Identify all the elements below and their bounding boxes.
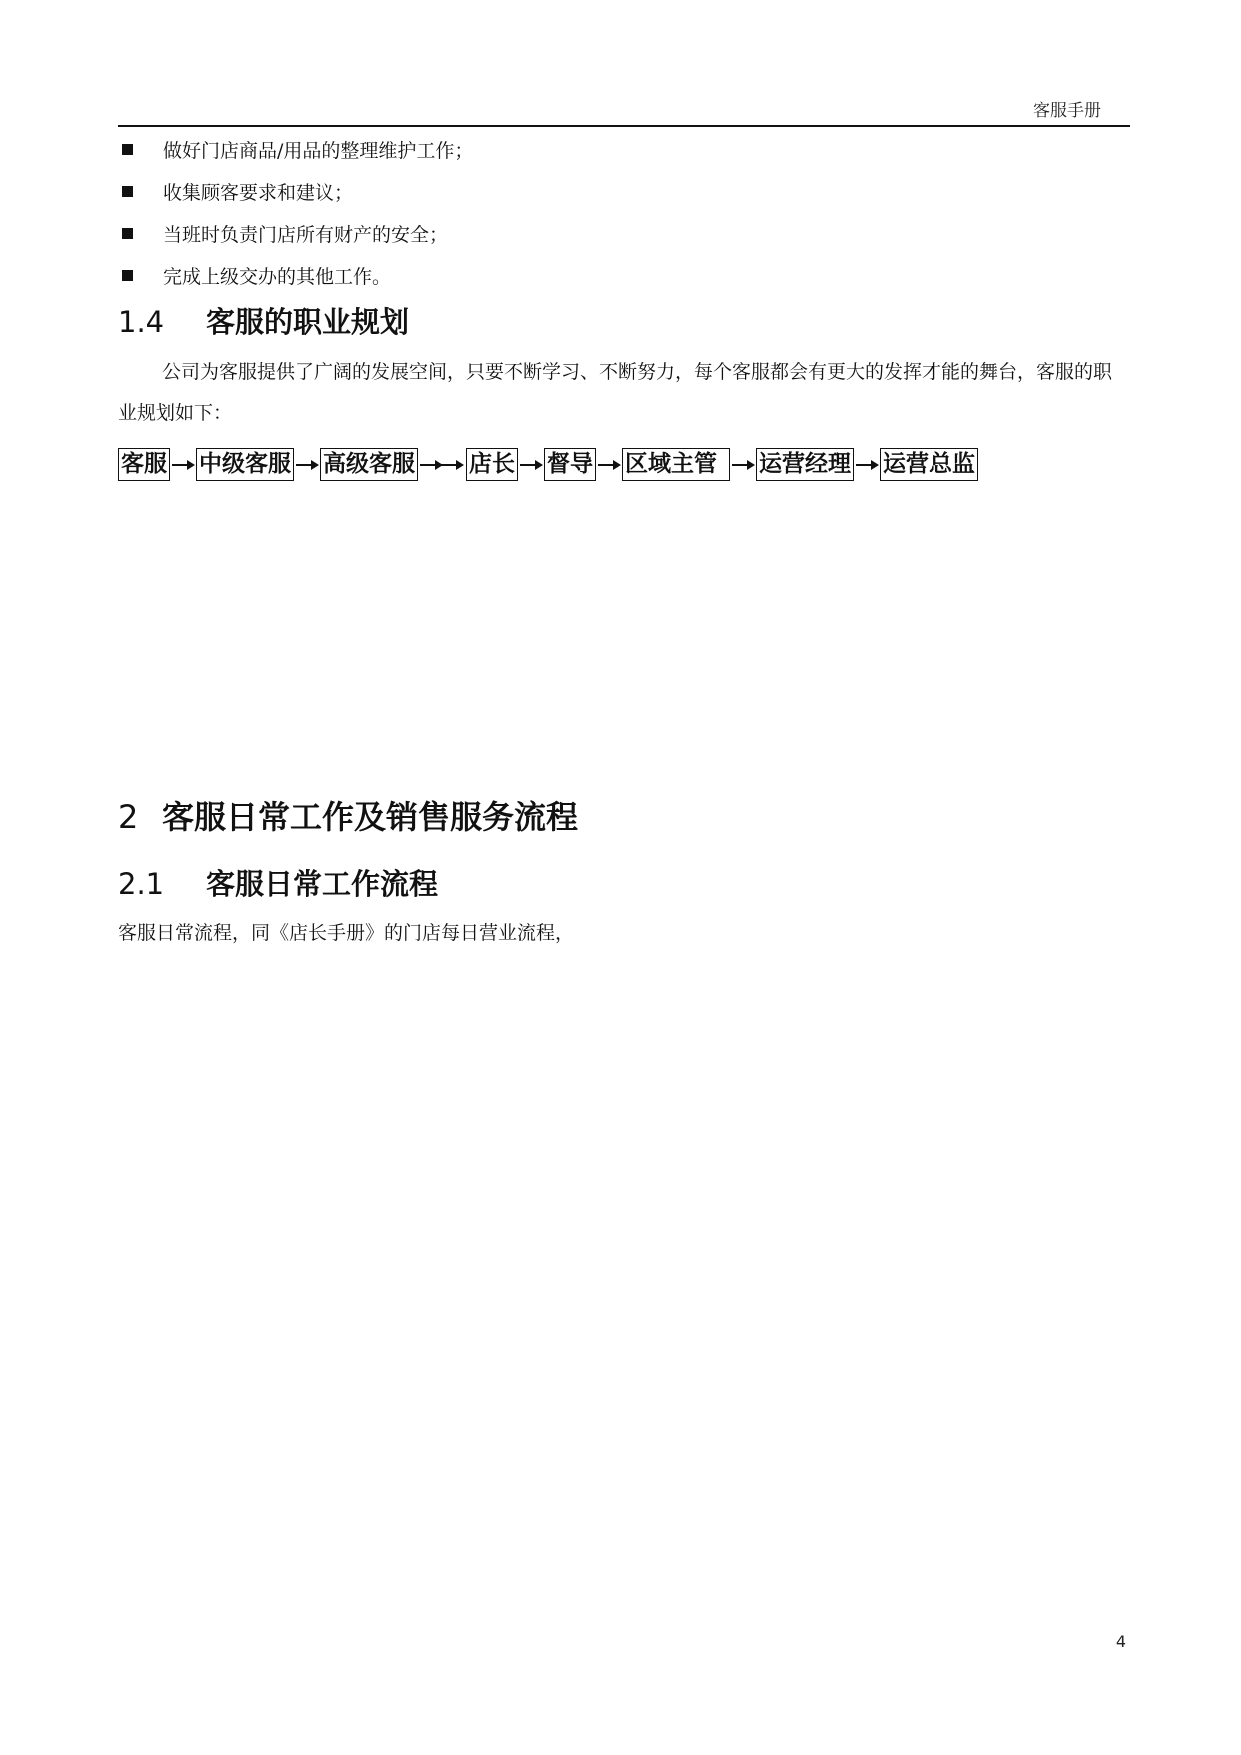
career-step: 督导: [544, 448, 596, 481]
section-number: 2.1: [118, 867, 165, 901]
section-2-heading: [118, 792, 578, 838]
list-item: [120, 254, 1130, 296]
right-arrow-icon: [854, 459, 880, 471]
right-arrow-icon: [170, 459, 196, 471]
section-2-1-paragraph: 客服日常流程，同《店长手册》的门店每日营业流程，: [118, 922, 575, 944]
career-step: 运营经理: [756, 448, 854, 481]
bullet-square-icon: [122, 228, 133, 239]
bullet-square-icon: [122, 270, 133, 281]
right-arrow-icon: [294, 459, 320, 471]
list-item-text: 做好门店商品/用品的整理维护工作；: [163, 139, 474, 162]
header-title: 客服手册: [1033, 101, 1101, 121]
bullet-square-icon: [122, 186, 133, 197]
list-item-text: 收集顾客要求和建议；: [163, 181, 354, 204]
list-item: [120, 212, 1130, 254]
section-title: 客服日常工作流程: [206, 867, 439, 901]
section-number: 1.4: [118, 305, 165, 339]
career-path: [118, 448, 978, 481]
section-number: 2: [118, 798, 139, 836]
bullet-square-icon: [122, 144, 133, 155]
section-1-4-heading: [118, 300, 409, 341]
double-right-arrow-icon: [418, 459, 466, 471]
right-arrow-icon: [518, 459, 544, 471]
bullet-list: [120, 128, 1130, 296]
list-item-text: 完成上级交办的其他工作。: [163, 265, 392, 288]
career-step: 区域主管: [622, 448, 730, 481]
right-arrow-icon: [730, 459, 756, 471]
list-item: [120, 170, 1130, 212]
list-item-text: 当班时负责门店所有财产的安全；: [163, 223, 449, 246]
section-2-1-heading: [118, 862, 438, 903]
career-step: 中级客服: [196, 448, 294, 481]
section-1-4-paragraph: 公司为客服提供了广阔的发展空间，只要不断学习、不断努力，每个客服都会有更大的发挥才能的舞台，客服的职业规划如下：: [118, 361, 1113, 424]
career-step: 运营总监: [880, 448, 978, 481]
list-item: [120, 128, 1130, 170]
section-title: 客服的职业规划: [206, 305, 410, 339]
section-title: 客服日常工作及销售服务流程: [162, 798, 579, 836]
career-step: 客服: [118, 448, 170, 481]
right-arrow-icon: [596, 459, 622, 471]
career-step: 高级客服: [320, 448, 418, 481]
header-rule: [118, 125, 1130, 127]
career-step: 店长: [466, 448, 518, 481]
page-number: 4: [1115, 1632, 1126, 1651]
